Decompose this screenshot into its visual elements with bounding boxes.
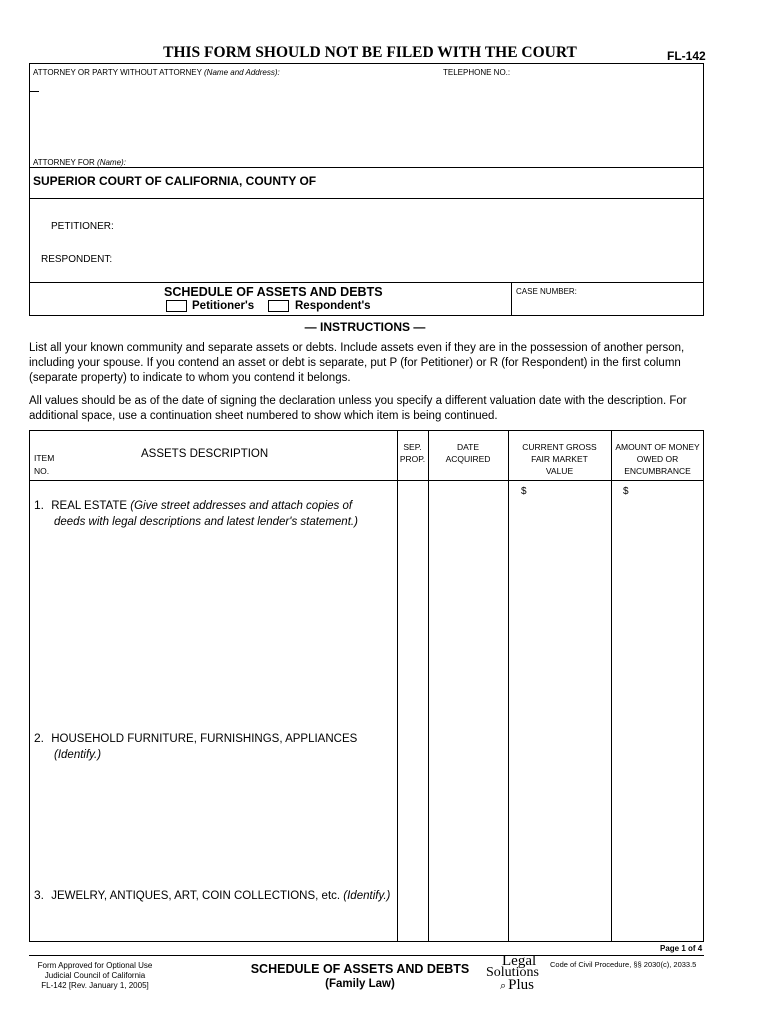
owed-currency-symbol: $: [623, 486, 629, 497]
asset-item-real-estate: 1. REAL ESTATE (Give street addresses and attach copies of deeds with legal descriptions and latest lender's statement.): [34, 498, 358, 528]
schedule-title: SCHEDULE OF ASSETS AND DEBTS: [164, 285, 383, 299]
court-label: SUPERIOR COURT OF CALIFORNIA, COUNTY OF: [33, 174, 317, 188]
asset-item-jewelry: 3. JEWELRY, ANTIQUES, ART, COIN COLLECTIONS, etc. (Identify.): [34, 888, 391, 902]
form-approval-note: Form Approved for Optional Use Judicial Council of California FL-142 [Rev. January 1, 2005]: [37, 961, 153, 990]
attorney-for-label: ATTORNEY FOR (Name):: [33, 158, 126, 167]
col-owed-header: AMOUNT OF MONEY OWED OR ENCUMBRANCE: [615, 442, 700, 476]
magnifier-icon: ⌕: [500, 980, 507, 992]
col-item-header: ITEM NO.: [34, 453, 55, 476]
footer-title: SCHEDULE OF ASSETS AND DEBTS (Family Law): [250, 962, 470, 990]
respondents-checkbox[interactable]: [268, 300, 289, 312]
legal-solutions-logo: Legal Solutions ⌕ Plus: [486, 953, 539, 993]
attorney-name-field[interactable]: [30, 91, 39, 92]
petitioners-checkbox[interactable]: [166, 300, 187, 312]
instructions-paragraph-2: All values should be as of the date of signing the declaration unless you specify a different valuation date with the description. For additional space, use a continuation sheet numbered to show which item is being continued.: [29, 395, 687, 422]
page-number: Page 1 of 4: [660, 944, 703, 953]
col-value-header: CURRENT GROSS FAIR MARKET VALUE: [522, 442, 597, 476]
filing-banner: THIS FORM SHOULD NOT BE FILED WITH THE COURT: [163, 44, 577, 61]
respondents-option-label: Respondent's: [295, 300, 371, 312]
petitioner-label: PETITIONER:: [51, 221, 114, 232]
col-date-header: DATE ACQUIRED: [445, 442, 491, 464]
form-number: FL-142: [667, 49, 706, 63]
instructions-paragraph-1: List all your known community and separate assets or debts. Include assets even if they are in the possession of another person, including your spouse. If you contend an asset or debt is separate, put P (for Petitioner) or R (for Respondent) in the first column (separate property) to indicate to whom you contend it belongs.: [29, 342, 685, 384]
instructions-heading: — INSTRUCTIONS —: [304, 320, 426, 334]
col-sep-prop-header: SEP. PROP.: [399, 442, 426, 464]
col-description-header: ASSETS DESCRIPTION: [141, 448, 269, 460]
asset-item-household: 2. HOUSEHOLD FURNITURE, FURNISHINGS, APPLIANCES (Identify.): [34, 731, 358, 761]
respondent-label: RESPONDENT:: [41, 254, 113, 265]
petitioners-option-label: Petitioner's: [192, 300, 255, 312]
value-currency-symbol: $: [521, 486, 527, 497]
telephone-label: TELEPHONE NO.:: [443, 68, 511, 77]
case-number-label: CASE NUMBER:: [516, 287, 577, 296]
code-citation: Code of Civil Procedure, §§ 2030(c), 2033.5: [550, 960, 697, 969]
attorney-label: ATTORNEY OR PARTY WITHOUT ATTORNEY (Name and Address):: [33, 68, 280, 77]
